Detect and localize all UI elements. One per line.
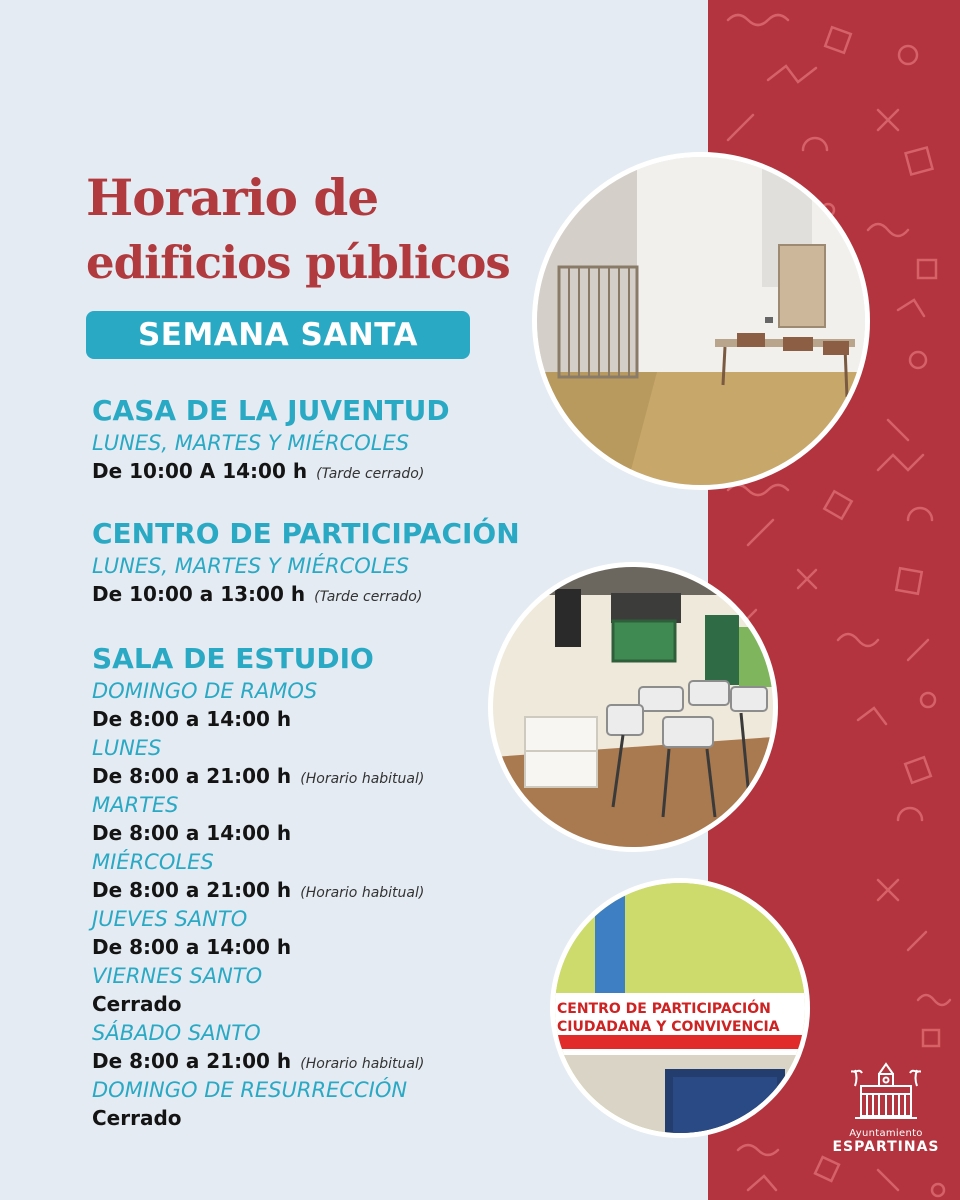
schedule-hours: De 10:00 A 14:00 h <box>92 459 308 483</box>
schedule-day: LUNES, MARTES Y MIÉRCOLES <box>92 431 410 455</box>
schedule-hours: Cerrado <box>92 992 182 1016</box>
schedule-hours: De 8:00 a 14:00 h <box>92 707 292 731</box>
photo-centro-participacion <box>550 878 810 1138</box>
schedule-hours: De 8:00 a 14:00 h <box>92 821 292 845</box>
schedule-day: DOMINGO DE RESURRECCIÓN <box>92 1078 408 1102</box>
section-title: CASA DE LA JUVENTUD <box>92 394 450 427</box>
schedule-note: (Tarde cerrado) <box>314 589 423 605</box>
schedule-hours: De 8:00 a 14:00 h <box>92 935 292 959</box>
ayuntamiento-logo <box>820 1058 952 1155</box>
town-hall-icon <box>851 1058 921 1124</box>
schedule-day: VIERNES SANTO <box>92 964 263 988</box>
logo-line-1: Ayuntamiento <box>849 1128 923 1139</box>
schedule-note: (Horario habitual) <box>300 1056 425 1072</box>
schedule-row <box>92 876 692 905</box>
schedule-row <box>92 457 692 486</box>
logo-line-2: ESPARTINAS <box>832 1139 940 1155</box>
schedule-note: (Horario habitual) <box>300 771 425 787</box>
schedule-hours: De 8:00 a 21:00 h <box>92 764 292 788</box>
photo-sala-estudio <box>488 562 778 852</box>
schedule-day: MARTES <box>92 793 179 817</box>
photo-casa-juventud <box>532 152 870 490</box>
schedule-day: JUEVES SANTO <box>92 907 248 931</box>
schedule-day: LUNES, MARTES Y MIÉRCOLES <box>92 554 410 578</box>
schedule-hours: De 10:00 a 13:00 h <box>92 582 306 606</box>
page-title-line-1: Horario de <box>86 168 379 227</box>
schedule-day: SÁBADO SANTO <box>92 1021 261 1045</box>
schedule-note: (Tarde cerrado) <box>316 466 425 482</box>
schedule-hours: Cerrado <box>92 1106 182 1130</box>
sign-line-1: CENTRO DE PARTICIPACIÓN <box>557 1001 771 1017</box>
section-title: SALA DE ESTUDIO <box>92 642 374 675</box>
schedule-hours: De 8:00 a 21:00 h <box>92 1049 292 1073</box>
page-title-line-2: edificios públicos <box>86 236 510 289</box>
semana-santa-badge: SEMANA SANTA <box>86 311 470 359</box>
schedule-day: DOMINGO DE RAMOS <box>92 679 318 703</box>
schedule-day: MIÉRCOLES <box>92 850 214 874</box>
schedule-note: (Horario habitual) <box>300 885 425 901</box>
sign-line-2: CIUDADANA Y CONVIVENCIA <box>557 1019 780 1035</box>
section-title: CENTRO DE PARTICIPACIÓN <box>92 517 520 550</box>
schedule-day: LUNES <box>92 736 162 760</box>
schedule-hours: De 8:00 a 21:00 h <box>92 878 292 902</box>
